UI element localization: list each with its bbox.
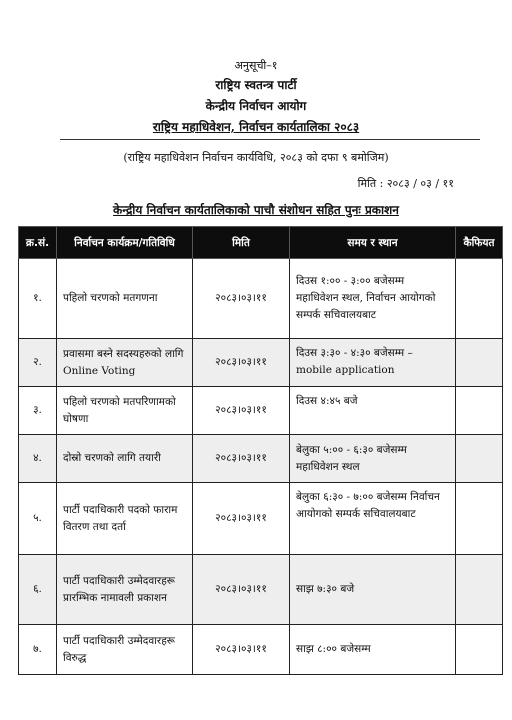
row-remarks: [456, 625, 503, 675]
row-date: २०८३।०३।११: [193, 339, 290, 387]
row-date: २०८३।०३।११: [193, 435, 290, 483]
row-time-place: दिउस १:०० - ३:०० बजेसम्म महाधिवेशन स्थल, निर्वाचन आयोगको सम्पर्क सचिवालयबाट: [290, 259, 456, 339]
row-sn: १.: [19, 259, 57, 339]
row-date: २०८३।०३।११: [193, 625, 290, 675]
party-name: राष्ट्रिय स्वतन्त्र पार्टी: [215, 78, 297, 92]
title-divider: [60, 139, 480, 140]
schedule-table: [18, 226, 503, 675]
row-date: २०८३।०३।११: [193, 387, 290, 435]
document-title: राष्ट्रिय महाधिवेशन, निर्वाचन कार्यतालिका २०८३: [152, 120, 360, 134]
row-date: २०८३।०३।११: [193, 483, 290, 555]
row-activity: पार्टी पदाधिकारी उम्मेदवारहरू प्रारम्भिक नामावली प्रकाशन: [57, 555, 193, 625]
col-header-date: मिति: [193, 227, 290, 259]
table-row: [19, 387, 503, 435]
row-time-place: बेलुका ५:०० - ६:३० बजेसम्म महाधिवेशन स्थल: [290, 435, 456, 483]
row-date: २०८३।०३।११: [193, 555, 290, 625]
table-row: [19, 259, 503, 339]
row-time-place: दिउस ४:४५ बजे: [290, 387, 456, 435]
table-row: [19, 625, 503, 675]
row-time-place: दिउस ३:३० - ४:३० बजेसम्म – mobile application: [290, 339, 456, 387]
table-row: [19, 435, 503, 483]
row-sn: ७.: [19, 625, 57, 675]
row-remarks: [456, 483, 503, 555]
legal-basis-note: (राष्ट्रिय महाधिवेशन निर्वाचन कार्यविधि, २०८३ को दफा ९ बमोजिम): [123, 151, 389, 164]
row-sn: २.: [19, 339, 57, 387]
table-row: [19, 483, 503, 555]
col-header-sn: क्र.सं.: [19, 227, 57, 259]
col-header-remarks: कैफियत: [456, 227, 503, 259]
row-sn: ६.: [19, 555, 57, 625]
row-date: २०८३।०३।११: [193, 259, 290, 339]
row-activity: पार्टी पदाधिकारी उम्मेदवारहरू विरुद्ध: [57, 625, 193, 675]
table-row: [19, 339, 503, 387]
row-sn: ३.: [19, 387, 57, 435]
row-remarks: [456, 387, 503, 435]
row-remarks: [456, 259, 503, 339]
row-activity: पहिलो चरणको मतगणना: [57, 259, 193, 339]
col-header-time-place: समय र स्थान: [290, 227, 456, 259]
table-row: [19, 555, 503, 625]
revision-subtitle: केन्द्रीय निर्वाचन कार्यतालिकाको पाचौ संशोधन सहित पुनः प्रकाशन: [113, 203, 399, 217]
row-activity: प्रवासमा बस्ने सदस्यहरुको लागि Online Voting: [57, 339, 193, 387]
row-activity: पहिलो चरणको मतपरिणामको घोषणा: [57, 387, 193, 435]
commission-name: केन्द्रीय निर्वाचन आयोग: [205, 99, 307, 113]
row-remarks: [456, 555, 503, 625]
row-remarks: [456, 339, 503, 387]
table-header-row: [19, 227, 503, 259]
annex-label: अनुसूची–१: [234, 59, 278, 72]
row-activity: दोस्रो चरणको लागि तयारी: [57, 435, 193, 483]
row-time-place: साझ ८:०० बजेसम्म: [290, 625, 456, 675]
row-sn: ४.: [19, 435, 57, 483]
row-remarks: [456, 435, 503, 483]
row-sn: ५.: [19, 483, 57, 555]
row-time-place: साझ ७:३० बजे: [290, 555, 456, 625]
col-header-activity: निर्वाचन कार्यक्रम/गतिविधि: [57, 227, 193, 259]
issue-date: मिति : २०८३ / ०३ / ११: [357, 177, 454, 190]
row-activity: पार्टी पदाधिकारी पदको फाराम वितरण तथा दर्ता: [57, 483, 193, 555]
row-time-place: बेलुका ६:३० - ७:०० बजेसम्म निर्वाचन आयोगको सम्पर्क सचिवालयबाट: [290, 483, 456, 555]
